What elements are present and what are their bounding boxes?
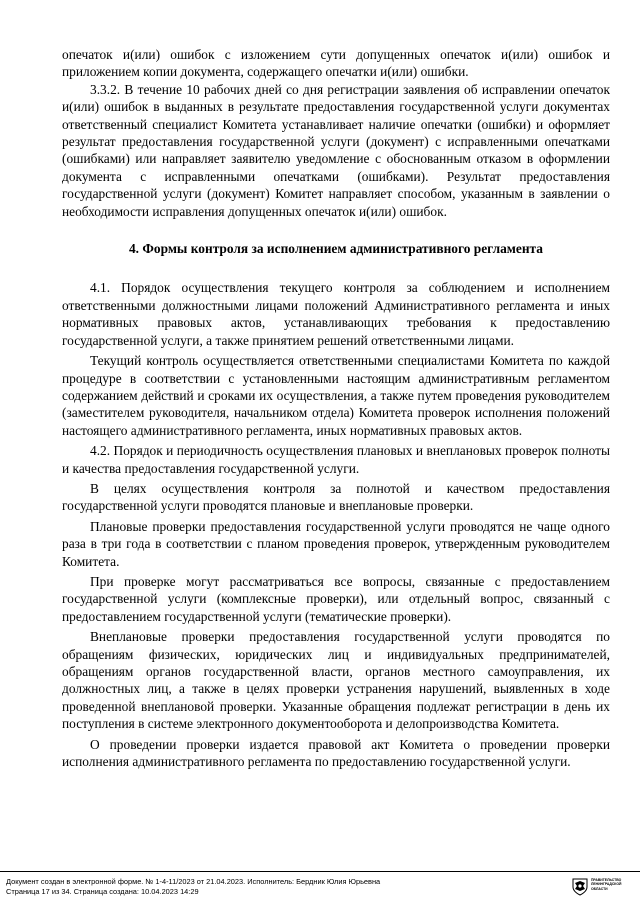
paragraph-continuation: опечаток и(или) ошибок с изложением сути допущенных опечаток и(или) ошибок и приложением копии документа, содержащего опечатки и(или) ошибки.: [62, 47, 610, 80]
logo-text: ПРАВИТЕЛЬСТВО ЛЕНИНГРАДСКОЙ ОБЛАСТИ: [591, 878, 622, 891]
paragraph-control-purpose: В целях осуществления контроля за полнотой и качеством предоставления государственной услуги проводятся плановые и внеплановые проверки.: [62, 480, 610, 514]
government-logo: [572, 876, 636, 900]
document-body: [62, 46, 610, 770]
page-footer: [0, 871, 640, 906]
paragraph-check-scope: При проверке могут рассматриваться все вопросы, связанные с предоставлением государственной услуги (комплексные проверки), или отдельный вопрос, связанный с предоставлением государственной услуги (тематические проверки).: [62, 573, 610, 624]
footer-document-info: Документ создан в электронной форме. № 1-4-11/2023 от 21.04.2023. Исполнитель: Бердник Юлия Юрьевна: [6, 877, 381, 886]
paragraph-4-1: 4.1. Порядок осуществления текущего контроля за соблюдением и исполнением ответственными должностными лицами положений Административного регламента и иных нормативных правовых актов, устанавливающих требования к предоставлению государственной услуги, а также принятием решений ответственными лицами.: [62, 280, 610, 348]
paragraph-check-order: О проведении проверки издается правовой акт Комитета о проведении проверки исполнения административного регламента по предоставлению государственной услуги.: [62, 736, 610, 770]
section-heading: 4. Формы контроля за исполнением административного регламента: [128, 241, 543, 257]
footer-text: [6, 877, 380, 897]
footer-page-info: Страница 17 из 34. Страница создана: 10.04.2023 14:29: [6, 887, 199, 896]
paragraph-current-control: Текущий контроль осуществляется ответственными специалистами Комитета по каждой процедуре в соответствии с установленными настоящим административным регламентом содержанием действий и сроками их осуществления, а также путем проведения руководителем (заместителем руководителя, начальником отдела) Комитета проверок исполнения положений настоящего административного регламента, иных нормативных правовых актов.: [62, 353, 610, 438]
paragraph-4-2: 4.2. Порядок и периодичность осуществления плановых и внеплановых проверок полноты и качества предоставления государственной услуги.: [62, 443, 610, 476]
paragraph-unplanned-checks: Внеплановые проверки предоставления государственной услуги проводятся по обращениям физических, юридических лиц и индивидуальных предпринимателей, обращениям органов государственной власти, органов местного самоуправления, их должностных лиц, а также в целях проверки устранения нарушений, выявленных в ходе проведенной внеплановой проверки. Указанные обращения подлежат регистрации в день их поступления в системе электронного документооборота и делопроизводства Комитета.: [62, 629, 610, 732]
paragraph-planned-checks: Плановые проверки предоставления государственной услуги проводятся не чаще одного раза в три года в соответствии с планом проведения проверок, утвержденным руководителем Комитета.: [62, 518, 610, 569]
coat-of-arms-icon: [572, 878, 588, 896]
paragraph-3-3-2: 3.3.2. В течение 10 рабочих дней со дня регистрации заявления об исправлении опечаток и(или) ошибок в выданных в результате предоставления государственной услуги документах ответственный специалист Комитета устанавливает наличие опечатки (ошибки) и оформляет результат предоставления государственной услуги (документ) с исправленными опечатками (ошибками) или направляет заявителю уведомление с обоснованным отказом в оформлении документа с исправленными опечатками (ошибками). Результат предоставления государственной услуги (документ) Комитет направляет способом, указанным в заявлении о необходимости исправления допущенных опечаток и(или) ошибок.: [62, 81, 610, 219]
